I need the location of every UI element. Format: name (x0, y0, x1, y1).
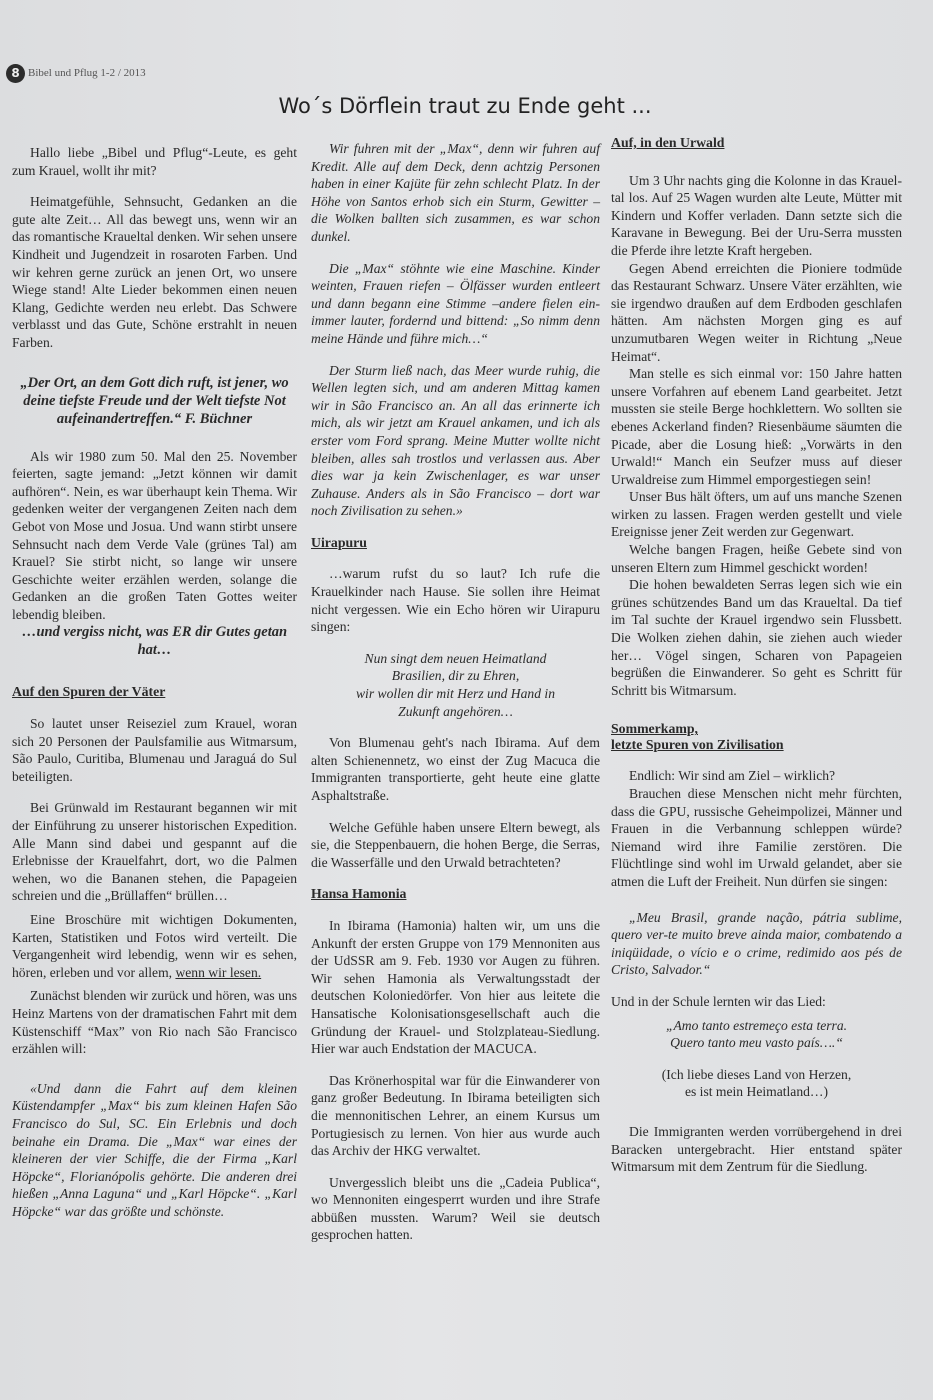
article-title: Wo´s Dörflein traut zu Ende geht ... (278, 94, 652, 118)
song-verse (311, 650, 600, 720)
section-heading (611, 721, 902, 753)
paragraph: Zunächst blenden wir zurück und hören, was uns Heinz Martens von der dramatischen Fahrt mit dem Küstenschiff “Max” von Rio nach São Francisco erzählen will: (12, 988, 297, 1057)
verse-line: Quero tanto meu vasto país….“ (670, 1035, 843, 1051)
paragraph: Die hohen bewaldeten Serras legen sich wie ein grünes schützendes Band um das Kraueltal. Da tief im Tal suchte der Krauel irgendwo sein Flussbett. Die Wolken ziehen dahin, sie ziehen auch wieder her… Vögel singen, Scharen von Papageien begrüßen die Einwanderer. So geht es Schritt für Schritt bis Witmarsum. (611, 577, 902, 698)
page-header (6, 62, 146, 84)
page-number-badge: 8 (6, 64, 25, 83)
quoted-paragraph: «Und dann die Fahrt auf dem kleinen Küstendampfer „Max“ bis zum kleinen Hafen São Francisco do Sul, SC. Ein Erlebnis und doch beinahe ein Drama. Die „Max“ war eines der kleineren der vier Schiffe, die der Firma „Karl Höpcke“, Florianópolis gehörte. Die anderen drei hießen „Anna Laguna“ und „Karl Höpcke“. „Karl Höpcke“ war das größte und schönste. (12, 1080, 297, 1219)
paragraph: Um 3 Uhr nachts ging die Kolonne in das Kraueltal los. Auf 25 Wagen wurden alte Leute, Mütter mit Kindern und Koffer verladen. Dann setzte sich die Karavane in Bewegung. Bei der Uru-Serra mussten die Pferde ihre letzte Kraft hergeben. (611, 172, 902, 258)
paragraph: Heimatgefühle, Sehnsucht, Gedanken an die gute alte Zeit… All das bewegt uns, wenn wir an das romantische Kraueltal denken. Wir sehen unsere Kindheit und Jugendzeit in rosaroten Farben. Und wir kehren gerne zurück an jenen Ort, wo unsere Wiege stand! Alte Lieder bekommen einen neuen Klang, Gedichte werden neu erlebt. Das Schwere verblasst und das Gute, Schöne erstrahlt in neuen Farben. (12, 194, 297, 350)
column-2 (311, 140, 600, 1258)
paragraph: Und in der Schule lernten wir das Lied: (611, 993, 826, 1009)
paragraph: …warum rufst du so laut? Ich rufe die Krauelkinder nach Hause. Sie sollen ihre Heimat nicht vergessen. Wie ein Echo hören wir Uirapuru singen: (311, 566, 600, 635)
paragraph: Man stelle es sich einmal vor: 150 Jahre hatten unsere Vorfahren auf ebenem Land gearbeitet. Jetzt mussten sie steile Berge hochklettern. Wo sollten sie ebenes Ackerland finden? Riesenbäume säumten die Picade, aber die Losung hieß: „Vorwärts in den Urwald!“ Manch ein Seufzer muss auf dieser Urwaldreise zum Himmel emporgestiegen sein! (611, 366, 902, 487)
verse-line: (Ich liebe dieses Land von Herzen, (661, 1066, 852, 1082)
section-heading: Hansa Hamonia (311, 886, 407, 902)
buechner-quote: „Der Ort, an dem Gott dich ruft, ist jener, wo deine tiefste Freude und der Welt tiefste Not aufeinandertreffen.“ F. Büchner (20, 374, 289, 427)
underlined-text: wenn wir lesen. (175, 964, 262, 980)
section-heading: Uirapuru (311, 534, 367, 550)
verse-line: Zukunft angehören… (398, 703, 513, 719)
quoted-paragraph: Die „Max“ stöhnte wie eine Maschine. Kinder weinten, Frauen riefen – Ölfässer wurden entleert und dann begann eine Stimme –andere fielen ein- immer lauter, fordernd und bittend: „So nimm denn meine Hände und führe mich…“ (311, 260, 600, 346)
paragraph: Das Krönerhospital war für die Einwanderer von ganz großer Bedeutung. In Ibirama beteiligten sich die mennonitischen Lehrer, an einem Kursus um Portugiesisch zu lernen. Von hier aus wurde auch das Archiv der HKG verwaltet. (311, 1072, 600, 1159)
section-heading-line: letzte Spuren von Zivilisation (611, 737, 784, 753)
publication-name: Bibel und Pflug 1-2 / 2013 (28, 67, 146, 79)
section-heading: Auf, in den Urwald (611, 135, 725, 150)
paragraph: Unser Bus hält öfters, um auf uns manche Szenen wirken zu lassen. Fragen werden gestellt und viele Ereignisse jener Zeit werden zur Gegenwart. (611, 489, 902, 540)
bible-quote: …und vergiss nicht, was ER dir Gutes getan hat… (21, 624, 288, 659)
quoted-paragraph: Der Sturm ließ nach, das Meer wurde ruhig, die Wellen legten sich, und am anderen Mittag kamen wir in São Francisco an. An all das erinnerte ich mich, als wir jetzt am Krauel ankamen, und ich als erster vom Ford sprang. Meine Mutter wollte nicht bleiben, alles sah trostlos und verlassen aus. Aber dies war ja kein Zwischenlager, es war unser Zuhause. Anders als in São Francisco – dort war noch Zivilisation zu sehen.» (311, 362, 600, 519)
verse-line: Brasilien, dir zu Ehren, (391, 668, 520, 684)
verse-line: wir wollen dir mit Herz und Hand in (355, 686, 555, 702)
paragraph: Welche Gefühle haben unsere Eltern bewegt, als sie, die Steppenbauern, die hohen Berge, die Serras, die Wasserfälle und den Urwald betrachteten? (311, 819, 600, 870)
paragraph: Bei Grünwald im Restaurant begannen wir mit der Einführung zu unserer historischen Expedition. Alle Mann sind dabei und gespannt auf die Erlebnisse der Krauelfahrt, dort, wo die Palmen wehen, wo die Bananen stehen, die Papageien schreien und die „Brüllaffen“ brüllen… (12, 800, 297, 904)
song-verse (611, 1017, 902, 1052)
verse-line: es ist mein Heimatland…) (684, 1084, 829, 1100)
quoted-paragraph: Wir fuhren mit der „Max“, denn wir fuhren auf Kredit. Alle auf dem Deck, denn achtzig Personen haben in einer Kajüte für zehn schlecht Platz. In der Höhe von Santos erhob sich ein Sturm, Gewitter –die Wolken ballten sich zusammen, es war schon dunkel. (311, 141, 600, 244)
paragraph: Gegen Abend erreichten die Pioniere todmüde das Restaurant Schwarz. Unsere Väter erzählten, wie sie irgendwo draußen auf dem Erdboden geschlafen hätten. Am nächsten Morgen ging es auf unzumutbaren Wegen weiter in Richtung „Neue Heimat“. (611, 260, 902, 364)
paragraph: So lautet unser Reiseziel zum Krauel, woran sich 20 Personen der Paulsfamilie aus Witmarsum, São Paulo, Curitiba, Blumenau und Jaraguá do Sul beteiligten. (12, 716, 297, 784)
paragraph: In Ibirama (Hamonia) halten wir, um uns die Ankunft der ersten Gruppe von 179 Mennoniten aus der UdSSR am 9. Feb. 1930 vor Augen zu führen. Wir sehen Hamonia als Verwaltungsstadt der deutschen Koloniedörfer. Von hier aus leitete die Hansatische Kolonisationsgesellschaft auch die Gründung der Krauel- und Stolzplateau-Siedlung. Hier war auch Endstation der MACUCA. (311, 917, 600, 1057)
paragraph: Die Immigranten werden vorrübergehend in drei Baracken untergebracht. Hier entstand später Witmarsum mit dem Zentrum für die Siedlung. (611, 1123, 902, 1175)
section-heading-line: Sommerkamp, (611, 721, 698, 737)
anthem-quote: „Meu Brasil, grande nação, pátria sublime, quero ver-te muito breve ainda maior, combatendo a iniqüidade, o vício e o crime, redimido aos pés de Cristo, Salvador.“ (611, 909, 902, 978)
paragraph: Endlich: Wir sind am Ziel – wirklich? (629, 768, 836, 784)
paragraph: Brauchen diese Menschen nicht mehr fürchten, dass die GPU, russische Geheimpolizei, Männer und Frauen in die Verbannung schleppen würde? Niemand wird ihre Familie zerstören. Die Flüchtlinge sind wohl im Urwald gelandet, aber sie atmen die Luft der Freiheit. Nun dürfen sie singen: (611, 786, 902, 889)
paragraph: Unvergesslich bleibt uns die „Cadeia Publica“, wo Mennoniten eingesperrt wurden und ihre Strafe abbüßen mussten. Warum? Weil sie deutsch gesprochen hatten. (311, 1174, 600, 1243)
section-heading: Auf den Spuren der Väter (12, 684, 166, 700)
paragraph (12, 911, 297, 981)
paragraph-text: Eine Broschüre mit wichtigen Dokumenten, Karten, Statistiken und Fotos wird verteilt. Die Vergangenheit wird lebendig, wenn wir es sehen, hören, erleben und vor allem, (12, 912, 297, 980)
paragraph: Von Blumenau geht's nach Ibirama. Auf dem alten Schienennetz, wo einst der Zug Macuca die Immigranten transportierte, geht heute eine glatte Asphaltstraße. (311, 735, 600, 803)
column-1 (12, 144, 297, 1235)
translation-verse (611, 1066, 902, 1101)
paragraph: Hallo liebe „Bibel und Pflug“-Leute, es geht zum Krauel, wollt ihr mit? (12, 145, 297, 178)
paragraph: Als wir 1980 zum 50. Mal den 25. November feierten, sagte jemand: „Jetzt können wir damit aufhören“. Nein, es war überhaupt kein Thema. Wir gedenken weiter der vergangenen Zeiten nach dem Gebot von Mose und Josua. Und wann stirbt unsere Sehnsucht nach dem Verde Vale (grünes Tal) am Krauel? Sie stirbt nicht, so lange wir unsere Geschichte weiter erzählen werden, solange die Gedanken an die großen Taten Gottes weiter lebendig bleiben. (12, 448, 297, 622)
paragraph: Welche bangen Fragen, heiße Gebete sind von unseren Eltern zum Himmel geschickt worden! (611, 542, 902, 575)
verse-line: „Amo tanto estremeço esta terra. (665, 1017, 848, 1033)
column-3 (611, 134, 902, 1190)
verse-line: Nun singt dem neuen Heimatland (364, 650, 547, 666)
